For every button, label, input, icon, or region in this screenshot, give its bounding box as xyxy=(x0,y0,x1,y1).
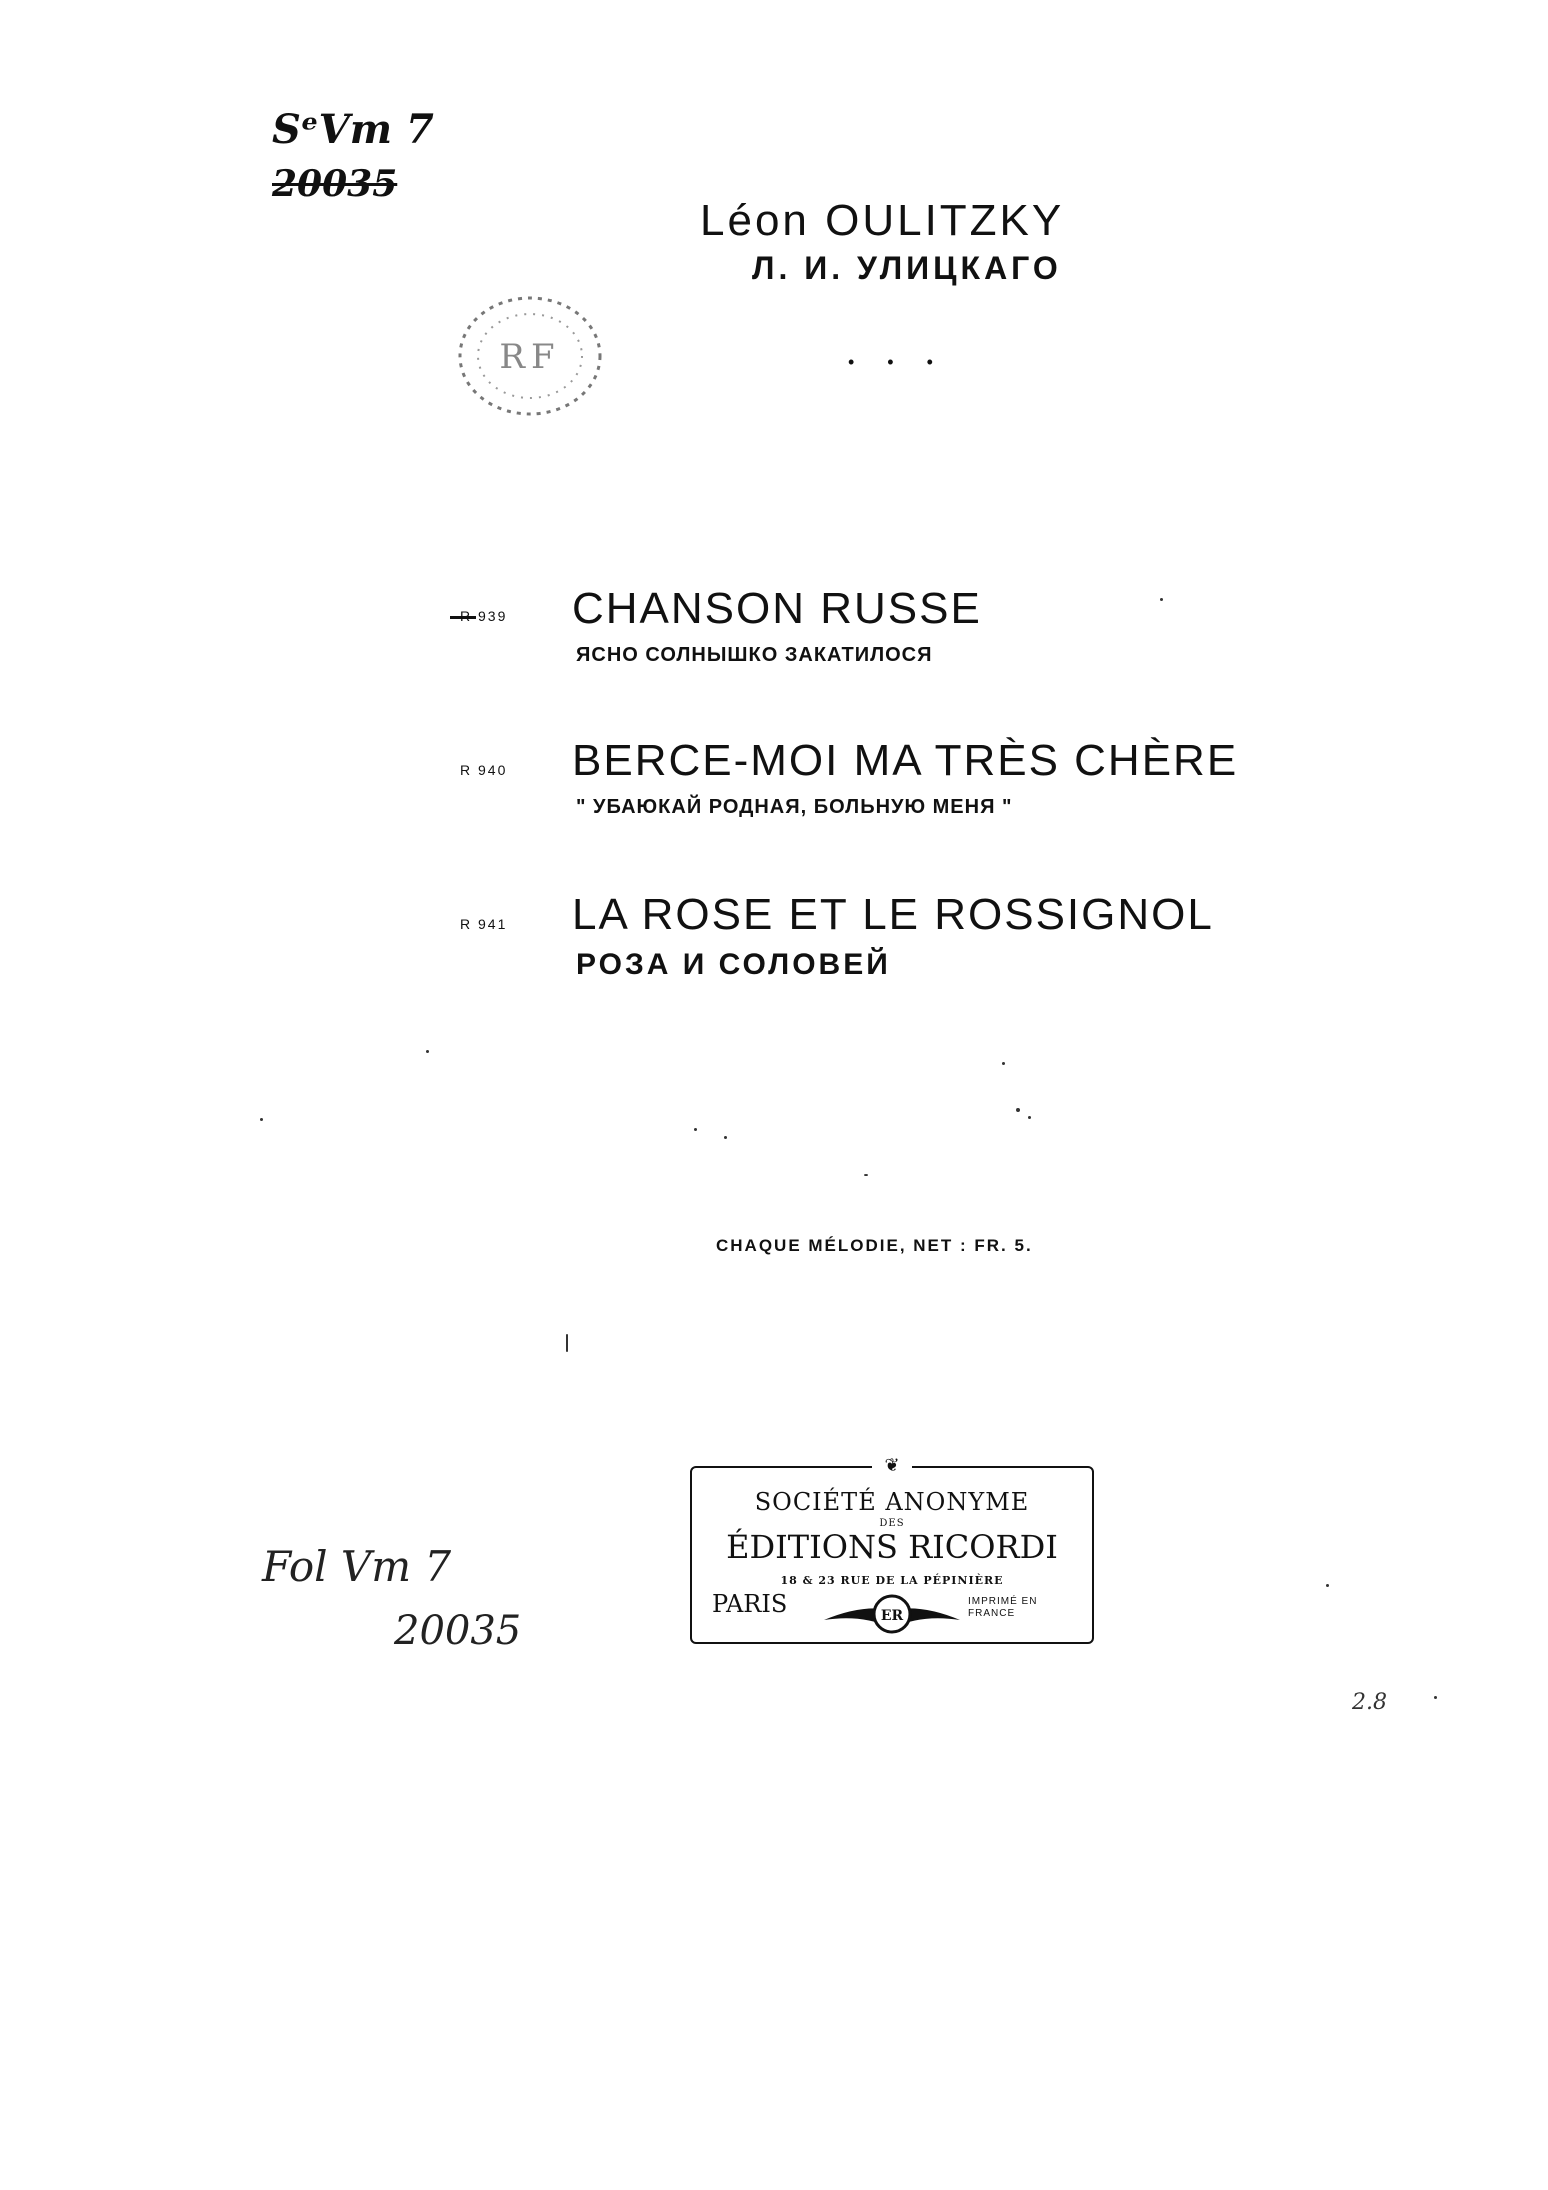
publisher-box xyxy=(690,1455,1094,1644)
shelf-mark-bottom xyxy=(262,1535,521,1663)
shelf-mark-bottom-line1: Fol Vm 7 xyxy=(262,1542,452,1591)
library-stamp-icon xyxy=(452,290,608,422)
scan-speck xyxy=(1002,1062,1005,1065)
shelf-mark-top-line2: 20035 xyxy=(272,163,398,205)
separator-dots: • • • xyxy=(848,352,947,372)
song-title: LA ROSE ET LE ROSSIGNOL xyxy=(572,890,1214,939)
scan-speck xyxy=(1434,1696,1437,1699)
shelf-mark-top-line1: SᵉVm 7 xyxy=(272,106,434,153)
song-subtitle: РОЗА И СОЛОВЕЙ xyxy=(576,948,891,981)
song-title: BERCE-MOI MA TRÈS CHÈRE xyxy=(572,736,1239,785)
song-number: R 939 xyxy=(460,608,508,624)
scan-speck xyxy=(426,1050,429,1053)
publisher-address: 18 & 23 RUE DE LA PÉPINIÈRE xyxy=(780,1574,1004,1587)
publisher-name: ÉDITIONS RICORDI xyxy=(726,1528,1058,1566)
scan-speck xyxy=(1028,1116,1031,1119)
ricordi-logo-icon xyxy=(822,1580,962,1640)
composer-name-fr: Léon OULITZKY xyxy=(700,196,1065,245)
imprint-note: IMPRIMÉ EN FRANCE xyxy=(968,1596,1038,1619)
scan-speck xyxy=(1016,1108,1020,1112)
scan-speck xyxy=(864,1174,868,1176)
publisher-line1: SOCIÉTÉ ANONYME xyxy=(754,1488,1030,1516)
scan-speck xyxy=(694,1128,697,1131)
composer-name-ru: Л. И. УЛИЦКАГО xyxy=(752,250,1062,286)
shelf-mark-top xyxy=(272,108,434,206)
logo-text: ER xyxy=(880,1608,904,1624)
scan-speck xyxy=(1326,1584,1329,1587)
pencil-note: 2.8 xyxy=(1352,1690,1387,1715)
shelf-mark-bottom-line2: 20035 xyxy=(394,1608,522,1654)
publisher-line2: DES xyxy=(879,1518,905,1529)
scan-speck xyxy=(724,1136,727,1139)
song-subtitle: " УБАЮКАЙ РОДНАЯ, БОЛЬНУЮ МЕНЯ " xyxy=(576,796,1013,818)
scan-speck xyxy=(260,1118,263,1121)
stamp-text: RF xyxy=(499,337,561,377)
song-number: R 940 xyxy=(460,762,508,778)
scan-speck xyxy=(566,1334,568,1352)
song-number: R 941 xyxy=(460,916,508,932)
scan-speck xyxy=(1160,598,1163,601)
publisher-city: PARIS xyxy=(712,1590,788,1618)
ornament-icon: ❦ xyxy=(872,1456,912,1476)
song-subtitle: ЯСНО СОЛНЫШКО ЗАКАТИЛОСЯ xyxy=(576,644,933,666)
price-line: CHAQUE MÉLODIE, NET : FR. 5. xyxy=(716,1236,1033,1255)
song-title: CHANSON RUSSE xyxy=(572,584,982,633)
